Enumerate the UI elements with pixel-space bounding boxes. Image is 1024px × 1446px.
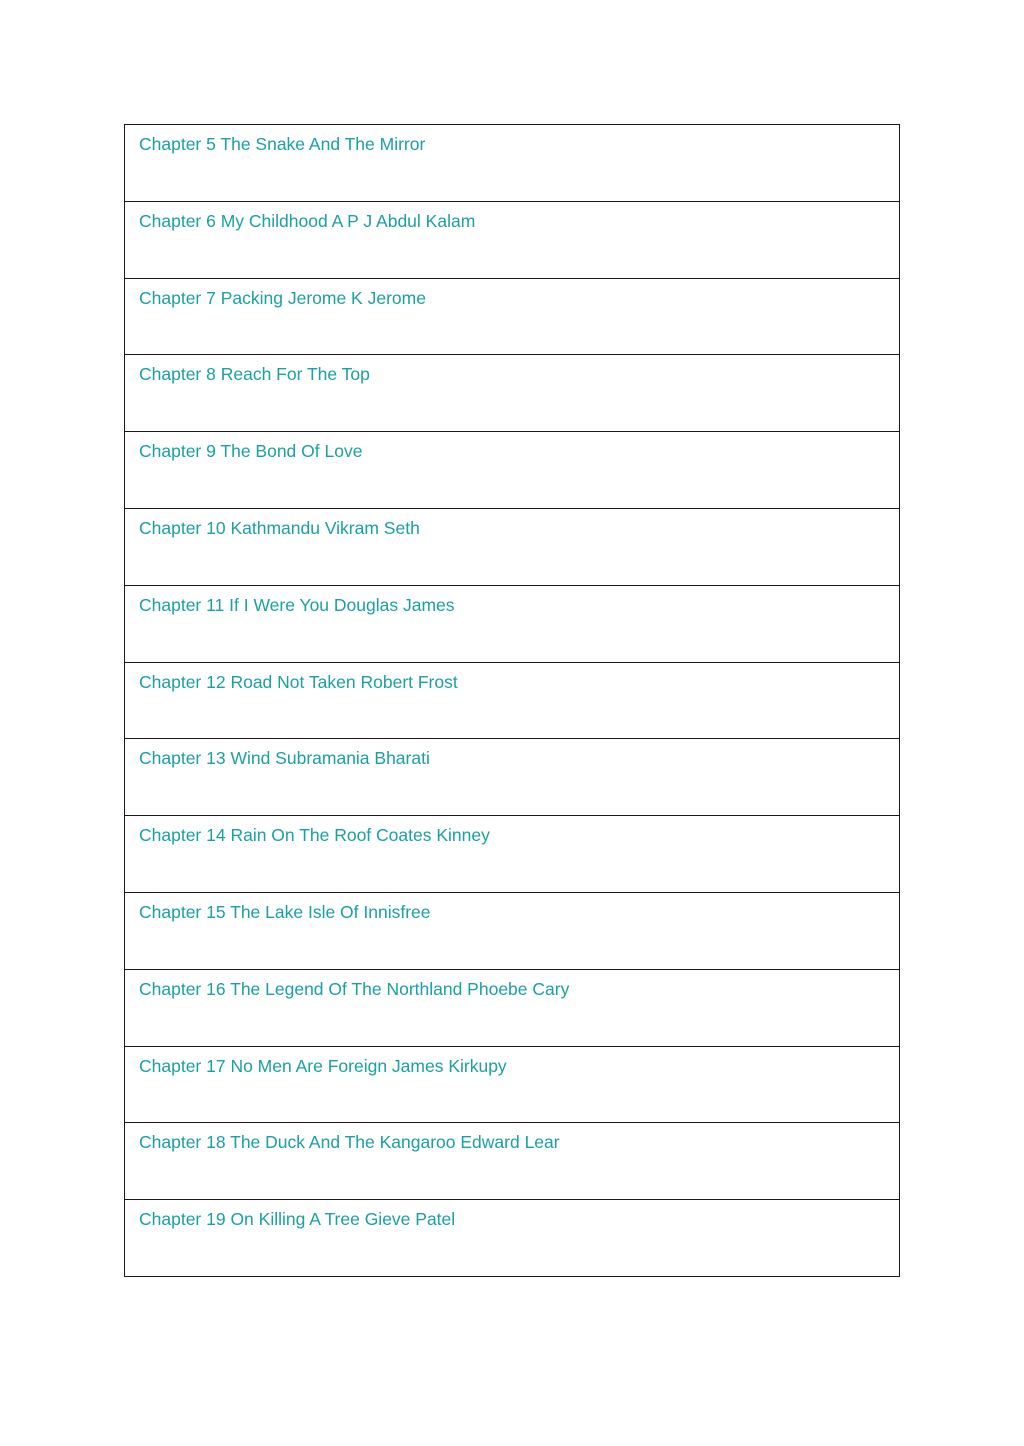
table-row: [125, 201, 900, 278]
chapter-link[interactable]: Chapter 18 The Duck And The Kangaroo Edward Lear: [139, 1132, 560, 1153]
table-cell: [125, 125, 900, 202]
chapter-link[interactable]: Chapter 9 The Bond Of Love: [139, 441, 363, 462]
table-cell: [125, 1046, 900, 1123]
chapter-link[interactable]: Chapter 11 If I Were You Douglas James: [139, 594, 455, 615]
table-row: [125, 662, 900, 739]
table-cell: [125, 892, 900, 969]
table-row: [125, 816, 900, 893]
table-cell: [125, 355, 900, 432]
table-row: [125, 585, 900, 662]
table-cell: [125, 278, 900, 355]
table-row: [125, 432, 900, 509]
chapter-link[interactable]: Chapter 14 Rain On The Roof Coates Kinney: [139, 825, 490, 846]
chapter-link[interactable]: Chapter 17 No Men Are Foreign James Kirkupy: [139, 1055, 507, 1076]
table-row: [125, 739, 900, 816]
table-cell: [125, 969, 900, 1046]
chapter-link[interactable]: Chapter 12 Road Not Taken Robert Frost: [139, 671, 458, 692]
table-row: [125, 1200, 900, 1277]
table-cell: [125, 739, 900, 816]
table-cell: [125, 662, 900, 739]
chapter-link[interactable]: Chapter 8 Reach For The Top: [139, 364, 370, 385]
chapter-link[interactable]: Chapter 15 The Lake Isle Of Innisfree: [139, 901, 431, 922]
chapter-list-table: [124, 124, 900, 1277]
table-cell: [125, 1123, 900, 1200]
table-row: [125, 278, 900, 355]
chapter-link[interactable]: Chapter 7 Packing Jerome K Jerome: [139, 287, 426, 308]
table-cell: [125, 201, 900, 278]
table-row: [125, 892, 900, 969]
chapter-link[interactable]: Chapter 10 Kathmandu Vikram Seth: [139, 517, 420, 538]
table-row: [125, 1123, 900, 1200]
table-cell: [125, 508, 900, 585]
chapter-link[interactable]: Chapter 5 The Snake And The Mirror: [139, 134, 426, 154]
table-row: [125, 969, 900, 1046]
chapter-link[interactable]: Chapter 6 My Childhood A P J Abdul Kalam: [139, 210, 476, 231]
table-row: [125, 125, 900, 202]
table-cell: [125, 585, 900, 662]
table-cell: [125, 1200, 900, 1277]
table-row: [125, 508, 900, 585]
chapter-link[interactable]: Chapter 16 The Legend Of The Northland Phoebe Cary: [139, 978, 570, 999]
chapter-link[interactable]: Chapter 19 On Killing A Tree Gieve Patel: [139, 1209, 456, 1230]
table-row: [125, 355, 900, 432]
table-cell: [125, 432, 900, 509]
chapter-link[interactable]: Chapter 13 Wind Subramania Bharati: [139, 748, 430, 769]
table-cell: [125, 816, 900, 893]
table-row: [125, 1046, 900, 1123]
